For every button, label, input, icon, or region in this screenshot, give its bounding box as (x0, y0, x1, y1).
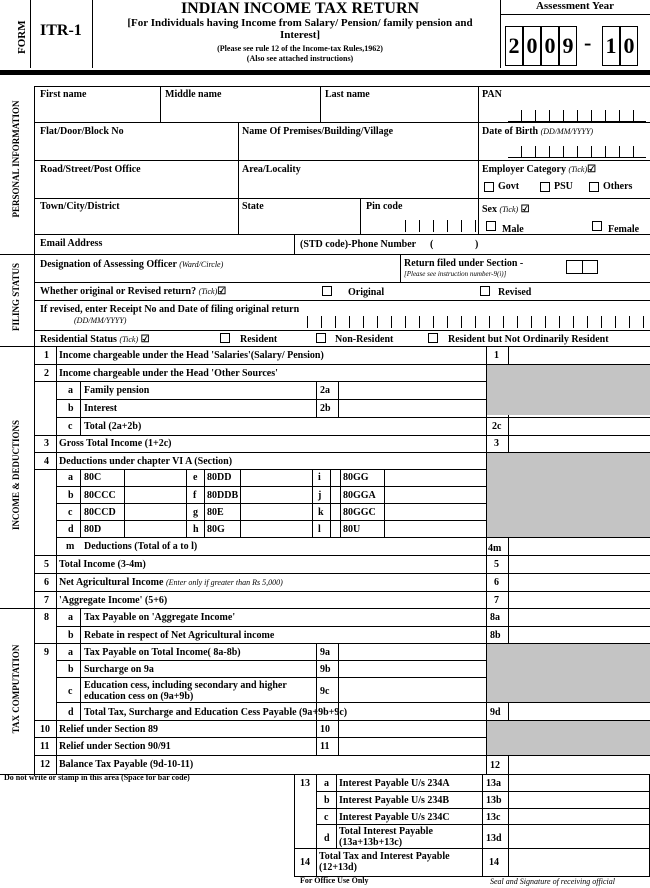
shaded-block-10 (487, 721, 650, 755)
return-filed-note: [Please see instruction number-9(i)] (404, 270, 507, 278)
form-name: ITR-1 (40, 22, 82, 39)
ay-digit-2: 0 (523, 26, 541, 66)
designation-label: Designation of Assessing Officer (Ward/Circle) (40, 259, 224, 270)
row-7-value[interactable] (508, 591, 650, 608)
row-13d-code: 13d (486, 833, 502, 844)
row-8a-value[interactable] (508, 608, 650, 626)
others-checkbox[interactable] (589, 182, 599, 192)
ay-digit-3: 0 (541, 26, 559, 66)
row-2b-value[interactable] (338, 399, 486, 417)
shaded-block-9 (487, 644, 650, 702)
row-1-value[interactable] (508, 346, 650, 364)
row-1-code: 1 (494, 350, 499, 361)
row-9b-code: 9b (320, 664, 331, 675)
row-2c-label: Total (2a+2b) (84, 421, 142, 432)
original-checkbox[interactable] (322, 286, 332, 296)
shaded-block-4 (487, 453, 650, 537)
row-9a-code: 9a (320, 647, 330, 658)
row-10-no: 10 (40, 724, 50, 735)
pan-field[interactable] (508, 110, 646, 122)
row-9b-letter: b (68, 664, 74, 675)
row-2a-value[interactable] (338, 381, 486, 399)
row-5-no: 5 (44, 559, 49, 570)
ded-80g: 80G (207, 524, 225, 535)
male-checkbox[interactable] (486, 221, 496, 231)
residential-status-label: Residential Status (Tick) ☑ (40, 334, 150, 345)
row-10-label: Relief under Section 89 (59, 724, 158, 735)
ded-80dd: 80DD (207, 472, 232, 483)
rule-note: (Please see rule 12 of the Income-tax Rules,1962) (217, 44, 383, 53)
original-label: Original (348, 287, 385, 298)
ded-l-letter: l (318, 524, 321, 535)
row-14-code: 14 (489, 857, 499, 868)
row-13b-letter: b (324, 795, 330, 806)
ded-g-letter: g (193, 507, 198, 518)
assessment-year-label: Assessment Year (535, 0, 615, 12)
psu-label: PSU (554, 181, 573, 192)
ay-digit-1: 2 (505, 26, 523, 66)
email-label: Email Address (40, 238, 103, 249)
row-9b-value[interactable] (338, 660, 486, 677)
road-label: Road/Street/Post Office (40, 164, 141, 175)
row-13a-code: 13a (486, 778, 501, 789)
row-13c-label: Interest Payable U/s 234C (339, 812, 450, 823)
ded-80gga: 80GGA (343, 490, 376, 501)
row-3-label: Gross Total Income (1+2c) (59, 438, 172, 449)
row-13a-value[interactable] (508, 774, 649, 791)
row-8b-code: 8b (490, 630, 501, 641)
row-5-label: Total Income (3-4m) (59, 559, 146, 570)
row-8-no: 8 (44, 612, 49, 623)
row-12-label: Balance Tax Payable (9d-10-11) (59, 759, 194, 770)
non-resident-checkbox[interactable] (316, 333, 326, 343)
row-12-no: 12 (40, 759, 50, 770)
ded-80ccc: 80CCC (84, 490, 116, 501)
row-2-label: Income chargeable under the Head 'Other Sources' (59, 368, 278, 379)
dob-label: Date of Birth (DD/MM/YYYY) (482, 126, 594, 137)
pan-label: PAN (482, 89, 502, 100)
row-2b-letter: b (68, 403, 74, 414)
ay-digit-4: 9 (559, 26, 577, 66)
row-13c-value[interactable] (508, 808, 649, 824)
row-13d-label-2: (13a+13b+13c) (339, 837, 403, 848)
row-13c-code: 13c (486, 812, 501, 823)
row-8a-label: Tax Payable on 'Aggregate Income' (84, 612, 236, 623)
flat-label: Flat/Door/Block No (40, 126, 124, 137)
row-9c-letter: c (68, 686, 73, 697)
ded-f-letter: f (193, 490, 197, 501)
row-7-code: 7 (494, 595, 499, 606)
row-4m-code: 4m (488, 543, 502, 554)
form-label: FORM (16, 20, 28, 54)
row-3-code: 3 (494, 438, 499, 449)
phone-close-paren: ) (475, 239, 479, 250)
row-13d-letter: d (324, 833, 330, 844)
area-label: Area/Locality (242, 164, 301, 175)
row-3-no: 3 (44, 438, 49, 449)
resident-label: Resident (240, 334, 278, 345)
row-6-label: Net Agricultural Income (Enter only if greater than Rs 5,000) (59, 577, 283, 588)
section-income-deductions: INCOME & DEDUCTIONS (11, 420, 21, 531)
row-9c-value[interactable] (338, 677, 486, 702)
row-6-code: 6 (494, 577, 499, 588)
ded-80c: 80C (84, 472, 102, 483)
ded-80d: 80D (84, 524, 102, 535)
first-name-label: First name (40, 89, 87, 100)
others-label: Others (603, 181, 633, 192)
row-13d-label-1: Total Interest Payable (339, 826, 433, 837)
row-9a-label: Tax Payable on Total Income( 8a-8b) (84, 647, 241, 658)
ded-80ddb: 80DDB (207, 490, 239, 501)
row-10-value[interactable] (338, 720, 486, 737)
female-label: Female (608, 224, 640, 235)
row-6-value[interactable] (508, 573, 650, 591)
page-title: INDIAN INCOME TAX RETURN (180, 0, 420, 17)
row-13a-letter: a (324, 778, 329, 789)
row-2a-label: Family pension (84, 385, 150, 396)
row-7-no: 7 (44, 595, 49, 606)
row-4m-letter: m (66, 541, 75, 552)
row-13b-code: 13b (486, 795, 502, 806)
row-8a-letter: a (68, 612, 73, 623)
ded-j-letter: j (318, 490, 322, 501)
row-4-no: 4 (44, 456, 49, 467)
row-2-no: 2 (44, 368, 49, 379)
middle-name-label: Middle name (165, 89, 222, 100)
row-12-code: 12 (490, 760, 500, 771)
phone-open-paren: ( (430, 239, 434, 250)
row-5-code: 5 (494, 559, 499, 570)
ay-digit-5: 1 (602, 26, 620, 66)
row-9c-label-1: Education cess, including secondary and higher (84, 680, 287, 691)
row-13c-letter: c (324, 812, 329, 823)
row-4-label: Deductions under chapter VI A (Section) (59, 456, 233, 467)
row-9d-letter: d (68, 707, 74, 718)
male-label: Male (502, 224, 524, 235)
ded-80e: 80E (207, 507, 224, 518)
row-2c-code: 2c (492, 421, 502, 432)
row-2a-code: 2a (320, 385, 330, 396)
shaded-block-2 (487, 365, 650, 415)
barcode-area (0, 786, 294, 876)
govt-checkbox[interactable] (484, 182, 494, 192)
non-resident-label: Non-Resident (335, 334, 394, 345)
row-8b-value[interactable] (508, 626, 650, 643)
row-9a-value[interactable] (338, 643, 486, 660)
row-8b-label: Rebate in respect of Net Agricultural income (84, 630, 275, 641)
ded-80ggc: 80GGC (343, 507, 376, 518)
row-4m-label: Deductions (Total of a to l) (84, 541, 198, 552)
row-7-label: 'Aggregate Income' (5+6) (59, 595, 168, 606)
revised-label: Revised (498, 287, 532, 298)
return-filed-label: Return filed under Section - (404, 258, 524, 269)
govt-label: Govt (498, 181, 520, 192)
ded-80ccd: 80CCD (84, 507, 116, 518)
row-6-no: 6 (44, 577, 49, 588)
pincode-label: Pin code (366, 201, 403, 212)
row-9d-label: Total Tax, Surcharge and Education Cess Payable (9a+9b+9c) (84, 707, 348, 718)
state-label: State (242, 201, 264, 212)
row-11-label: Relief under Section 90/91 (59, 741, 171, 752)
psu-checkbox[interactable] (540, 182, 550, 192)
town-label: Town/City/District (40, 201, 120, 212)
row-4m-value[interactable] (508, 537, 650, 555)
row-12-value[interactable] (508, 755, 650, 774)
row-2c-letter: c (68, 421, 73, 432)
rnor-checkbox[interactable] (428, 333, 438, 343)
row-2c-value[interactable] (508, 417, 650, 435)
ded-80gg: 80GG (343, 472, 369, 483)
row-5-value[interactable] (508, 555, 650, 573)
row-9b-label: Surcharge on 9a (84, 664, 154, 675)
row-13-no: 13 (300, 778, 310, 789)
rnor-label: Resident but Not Ordinarily Resident (448, 334, 609, 345)
ded-b-letter: b (68, 490, 74, 501)
row-14-label-2: (12+13d) (319, 862, 357, 873)
row-8a-code: 8a (490, 612, 500, 623)
row-2b-code: 2b (320, 403, 331, 414)
row-8b-letter: b (68, 630, 74, 641)
row-11-value[interactable] (338, 737, 486, 755)
section-filing-status: FILING STATUS (11, 263, 21, 331)
row-9d-value[interactable] (508, 702, 650, 720)
ded-d-letter: d (68, 524, 74, 535)
premises-label: Name Of Premises/Building/Village (242, 126, 394, 137)
return-section-field[interactable] (566, 260, 598, 274)
employer-category-label: Employer Category (Tick)☑ (482, 164, 597, 175)
row-1-no: 1 (44, 350, 49, 361)
ded-a-letter: a (68, 472, 73, 483)
if-revised-label: If revised, enter Receipt No and Date of filing original return (40, 304, 300, 315)
row-11-no: 11 (40, 741, 50, 752)
form-subtitle: [For Individuals having Income from Salary/ Pension/ family pension and Interest] (127, 17, 473, 42)
dob-field[interactable] (508, 146, 646, 158)
row-2a-letter: a (68, 385, 73, 396)
barcode-area-note: Do not write or stamp in this area (Space for bar code) (4, 773, 190, 782)
pincode-field[interactable] (392, 220, 476, 232)
row-9-no: 9 (44, 647, 49, 658)
ded-80u: 80U (343, 524, 361, 535)
section-personal-info: PERSONAL INFORMATION (11, 100, 21, 218)
phone-label: (STD code)-Phone Number (300, 239, 417, 250)
ded-k-letter: k (318, 507, 324, 518)
if-revised-format: (DD/MM/YYYY) (74, 316, 127, 325)
section-tax-computation: TAX COMPUTATION (11, 644, 21, 734)
row-13a-label: Interest Payable U/s 234A (339, 778, 450, 789)
ded-i-letter: i (318, 472, 321, 483)
row-14-value[interactable] (508, 848, 649, 876)
row-9c-label-2: education cess on (9a+9b) (84, 691, 194, 702)
original-revised-label: Whether original or Revised return? (Tick)☑ (40, 286, 227, 297)
ay-dash: - (584, 30, 592, 55)
row-14-label-1: Total Tax and Interest Payable (319, 851, 450, 862)
last-name-label: Last name (325, 89, 370, 100)
row-9a-letter: a (68, 647, 73, 658)
seal-signature-label: Seal and Signature of receiving official (490, 877, 615, 886)
resident-checkbox[interactable] (220, 333, 230, 343)
office-use-label: For Office Use Only (300, 876, 369, 885)
row-13d-value[interactable] (508, 824, 649, 848)
row-10-code: 10 (320, 724, 330, 735)
row-1-label: Income chargeable under the Head 'Salaries'(Salary/ Pension) (59, 350, 324, 361)
ded-h-letter: h (193, 524, 199, 535)
row-3-value[interactable] (508, 435, 650, 452)
instructions-note: (Also see attached instructions) (246, 54, 354, 63)
receipt-number-field[interactable] (294, 316, 648, 328)
sex-label: Sex (Tick) ☑ (482, 204, 530, 215)
ded-c-letter: c (68, 507, 73, 518)
row-9d-code: 9d (490, 707, 501, 718)
row-13b-value[interactable] (508, 791, 649, 808)
row-13b-label: Interest Payable U/s 234B (339, 795, 450, 806)
female-checkbox[interactable] (592, 221, 602, 231)
revised-checkbox[interactable] (480, 286, 490, 296)
row-11-code: 11 (320, 741, 330, 752)
ded-e-letter: e (193, 472, 198, 483)
row-9c-code: 9c (320, 686, 330, 697)
row-14-no: 14 (300, 857, 310, 868)
ay-digit-6: 0 (620, 26, 638, 66)
row-2b-label: Interest (84, 403, 118, 414)
checkbox-icon: ☑ (587, 164, 597, 175)
